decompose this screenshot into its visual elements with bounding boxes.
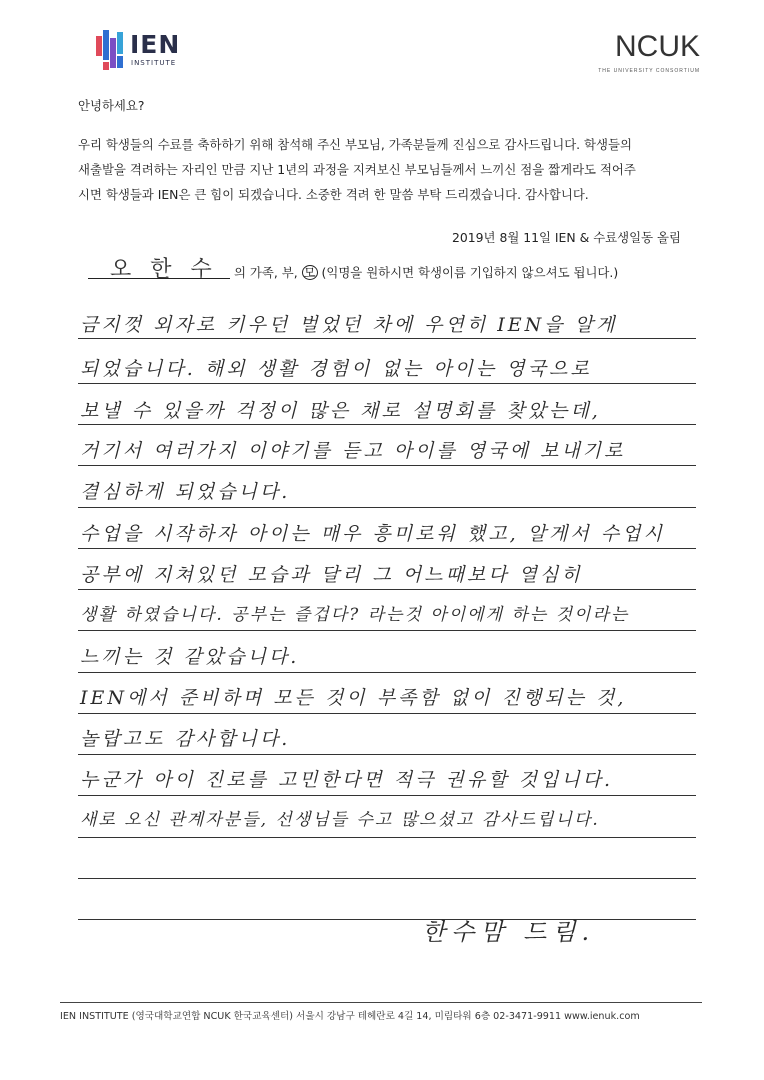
footer-divider (60, 1002, 702, 1003)
handwritten-line: 금지껏 외자로 키우던 벌었던 차에 우연히 IEN을 알게 (80, 314, 618, 336)
handwritten-line: 결심하게 되었습니다. (80, 481, 291, 503)
ruled-line (78, 507, 696, 508)
ruled-line (78, 465, 696, 466)
student-name-row (80, 252, 720, 284)
handwritten-line: 생활 하였습니다. 공부는 즐겁다? 라는것 아이에게 하는 것이라는 (80, 605, 630, 625)
handwritten-line: 누군가 아이 진로를 고민한다면 적극 권유할 것입니다. (80, 769, 614, 791)
footer-address: IEN INSTITUTE (영국대학교연합 NCUK 한국교육센터) 서울시 강남구 테헤란로 4길 14, 미림타워 6층 02-3471-9911 www.ienuk.com (60, 1011, 640, 1022)
greeting: 안녕하세요? (78, 98, 145, 113)
handwritten-line: 수업을 시작하자 아이는 매우 흥미로워 했고, 알게서 수업시 (80, 523, 665, 545)
handwritten-line: 되었습니다. 해외 생활 경험이 없는 아이는 영국으로 (80, 358, 592, 380)
ruled-line (78, 713, 696, 714)
ruled-line (78, 338, 696, 339)
relation-text (234, 263, 618, 281)
handwritten-line: 보낼 수 있을까 걱정이 많은 채로 설명회를 찾았는데, (80, 400, 601, 422)
letter-body (78, 132, 690, 207)
ruled-line (78, 672, 696, 673)
ruled-line (78, 878, 696, 879)
ruled-line (78, 630, 696, 631)
ien-logo-subtext: INSTITUTE (131, 59, 177, 67)
name-underline (88, 278, 230, 279)
ruled-line (78, 383, 696, 384)
letter-body-line: 우리 학생들의 수료를 축하하기 위해 참석해 주신 부모님, 가족분들께 진심으로 감사드립니다. 학생들의 (78, 137, 632, 152)
handwritten-line: 새로 오신 관계자분들, 선생님들 수고 많으셨고 감사드립니다. (80, 810, 600, 830)
ien-institute-logo (96, 28, 206, 74)
handwritten-line: IEN에서 준비하며 모든 것이 부족함 없이 진행되는 것, (80, 687, 627, 709)
ruled-line (78, 424, 696, 425)
letter-body-line: 시면 학생들과 IEN은 큰 힘이 되겠습니다. 소중한 격려 한 말씀 부탁 드리겠습니다. 감사합니다. (78, 187, 589, 202)
handwritten-closing: 한수맘 드림. (422, 918, 596, 946)
ien-logo-text: IEN (130, 30, 181, 59)
ruled-line (78, 548, 696, 549)
student-name-handwritten: 오 한 수 (110, 257, 218, 282)
relation-circled-mother: 모 (303, 265, 316, 280)
anonymity-note: (익명을 원하시면 학생이름 기입하지 않으셔도 됩니다.) (321, 265, 619, 280)
ncuk-logo (580, 32, 700, 78)
ruled-line (78, 919, 696, 920)
letter-body-line: 새출발을 격려하는 자리인 만큼 지난 1년의 과정을 지켜보신 부모님들께서 느끼신 점을 짧게라도 적어주 (78, 162, 636, 177)
letter-sign-off: 2019년 8월 11일 IEN & 수료생일동 올림 (452, 230, 681, 245)
ruled-line (78, 589, 696, 590)
ncuk-logo-text: NCUK (614, 30, 700, 63)
handwritten-line: 놀랍고도 감사합니다. (80, 728, 291, 750)
relation-prefix: 의 가족, 부, (234, 265, 298, 280)
ruled-line (78, 795, 696, 796)
ruled-line (78, 837, 696, 838)
handwritten-line: 공부에 지쳐있던 모습과 달리 그 어느때보다 열심히 (80, 564, 583, 586)
handwritten-line: 거기서 여러가지 이야기를 듣고 아이를 영국에 보내기로 (80, 440, 626, 462)
ruled-line (78, 754, 696, 755)
ien-logo-mark-icon (96, 28, 126, 72)
handwritten-line: 느끼는 것 같았습니다. (80, 646, 300, 668)
ncuk-logo-subtext: THE UNIVERSITY CONSORTIUM (598, 68, 700, 74)
